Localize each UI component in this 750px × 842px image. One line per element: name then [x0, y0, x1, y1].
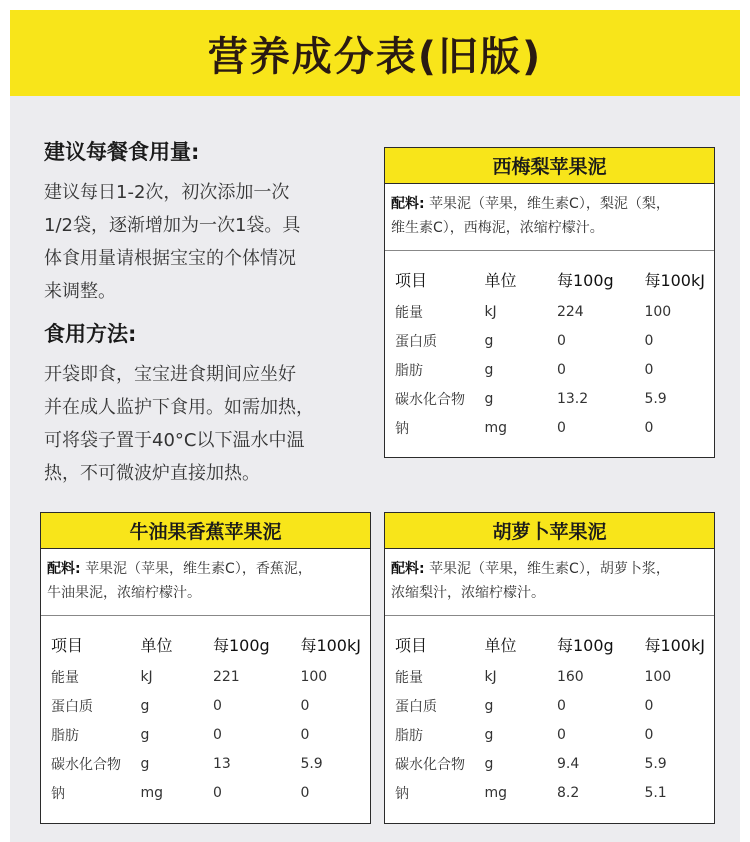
table-row	[395, 720, 714, 749]
nutrition-table	[385, 251, 714, 442]
ingredients-text: 牛油果泥，浓缩柠檬汁。	[47, 585, 201, 601]
header-cell: 单位	[140, 635, 173, 655]
cell: 蛋白质	[395, 333, 437, 350]
cell: mg	[484, 419, 507, 436]
table-row	[51, 662, 370, 691]
header-cell: 每100g	[556, 635, 614, 655]
usage-line: 体食用量请根据宝宝的个体情况	[44, 248, 296, 269]
ingredients	[385, 549, 714, 616]
cell: 碳水化合物	[395, 756, 465, 773]
nutrition-card	[384, 147, 715, 458]
nutrition-card	[40, 512, 371, 824]
table-row	[395, 355, 714, 384]
table-row	[395, 326, 714, 355]
cell: g	[484, 332, 494, 349]
method-heading: 食用方法:	[44, 322, 137, 346]
cell: 100	[644, 303, 672, 320]
cell: g	[484, 755, 494, 772]
usage-line: 建议每日1-2次，初次添加一次	[44, 182, 290, 203]
cell: 0	[556, 697, 566, 714]
cell: 能量	[51, 669, 79, 686]
cell: 224	[556, 303, 584, 320]
table-row	[51, 691, 370, 720]
cell: 160	[556, 668, 584, 685]
header-cell: 项目	[51, 635, 84, 655]
ingredients-text: 苹果泥（苹果，维生素C），香蕉泥，	[85, 561, 312, 577]
table-row	[51, 778, 370, 807]
table-row	[395, 662, 714, 691]
cell: g	[484, 697, 494, 714]
ingredients-text: 维生素C），西梅泥，浓缩柠檬汁。	[391, 220, 604, 236]
method-section	[44, 318, 364, 490]
cell: 钠	[395, 785, 409, 802]
cell: g	[140, 726, 150, 743]
table-row	[395, 691, 714, 720]
cell: mg	[484, 784, 507, 801]
cell: 能量	[395, 669, 423, 686]
cell: 0	[300, 784, 310, 801]
header-cell: 项目	[395, 635, 428, 655]
nutrition-card	[384, 512, 715, 824]
cell: 钠	[51, 785, 65, 802]
cell: 0	[556, 361, 566, 378]
cell: 脂肪	[51, 727, 79, 744]
cell: 脂肪	[395, 727, 423, 744]
ingredients-text: 浓缩梨汁，浓缩柠檬汁。	[391, 585, 545, 601]
method-line: 开袋即食，宝宝进食期间应坐好	[44, 364, 296, 385]
cell: 0	[644, 332, 654, 349]
card-title: 西梅梨苹果泥	[385, 148, 714, 184]
cell: kJ	[484, 668, 497, 685]
nutrition-table	[385, 616, 714, 807]
table-row	[51, 720, 370, 749]
cell: 碳水化合物	[395, 391, 465, 408]
cell: 0	[300, 697, 310, 714]
cell: 8.2	[556, 784, 580, 801]
cell: g	[484, 361, 494, 378]
cell: kJ	[140, 668, 153, 685]
cell: kJ	[484, 303, 497, 320]
header-cell: 每100g	[212, 635, 270, 655]
table-row	[395, 778, 714, 807]
cell: 蛋白质	[51, 698, 93, 715]
ingredients-label: 配料:	[47, 561, 81, 577]
cell: 0	[644, 419, 654, 436]
cell: 0	[644, 697, 654, 714]
cell: g	[484, 726, 494, 743]
cell: 0	[300, 726, 310, 743]
cell: 0	[644, 361, 654, 378]
cell: 碳水化合物	[51, 756, 121, 773]
cell: 5.9	[644, 755, 667, 772]
cell: 0	[556, 726, 566, 743]
table-row	[395, 297, 714, 326]
card-title: 牛油果香蕉苹果泥	[41, 513, 370, 549]
header-cell: 每100kJ	[300, 635, 361, 655]
cell: g	[140, 755, 150, 772]
cell: 13	[212, 755, 231, 772]
cell: 5.9	[300, 755, 323, 772]
cell: 221	[212, 668, 240, 685]
table-row	[51, 749, 370, 778]
usage-line: 来调整。	[44, 281, 116, 302]
cell: 5.1	[644, 784, 667, 801]
cell: 9.4	[556, 755, 580, 772]
page-title: 营养成分表(旧版)	[207, 33, 543, 80]
method-line: 可将袋子置于40°C以下温水中温	[44, 430, 305, 451]
nutrition-table	[41, 616, 370, 807]
cell: 100	[644, 668, 672, 685]
header-cell: 项目	[395, 270, 428, 290]
cell: 13.2	[556, 390, 589, 407]
cell: 100	[300, 668, 328, 685]
cell: 0	[644, 726, 654, 743]
ingredients-label: 配料:	[391, 561, 425, 577]
cell: mg	[140, 784, 163, 801]
cell: g	[484, 390, 494, 407]
table-row	[395, 749, 714, 778]
ingredients	[385, 184, 714, 251]
table-row	[395, 384, 714, 413]
method-line: 并在成人监护下食用。如需加热，	[44, 397, 314, 418]
header-banner	[10, 10, 740, 96]
cell: 能量	[395, 304, 423, 321]
table-row	[395, 413, 714, 442]
cell: 5.9	[644, 390, 667, 407]
method-line: 热，不可微波炉直接加热。	[44, 463, 260, 484]
table-header-row	[51, 626, 370, 662]
cell: 0	[212, 784, 222, 801]
usage-section	[44, 136, 364, 308]
cell: 0	[556, 419, 566, 436]
header-cell: 每100kJ	[644, 270, 705, 290]
table-header-row	[395, 261, 714, 297]
header-cell: 每100kJ	[644, 635, 705, 655]
usage-line: 1/2袋，逐渐增加为一次1袋。具	[44, 215, 301, 236]
header-cell: 单位	[484, 635, 517, 655]
table-header-row	[395, 626, 714, 662]
cell: 钠	[395, 420, 409, 437]
cell: 0	[556, 332, 566, 349]
usage-heading: 建议每餐食用量:	[44, 140, 200, 164]
cell: g	[140, 697, 150, 714]
cell: 脂肪	[395, 362, 423, 379]
ingredients	[41, 549, 370, 616]
header-cell: 单位	[484, 270, 517, 290]
card-title: 胡萝卜苹果泥	[385, 513, 714, 549]
ingredients-label: 配料:	[391, 196, 425, 212]
cell: 0	[212, 726, 222, 743]
ingredients-text: 苹果泥（苹果，维生素C），胡萝卜浆，	[429, 561, 670, 577]
header-cell: 每100g	[556, 270, 614, 290]
ingredients-text: 苹果泥（苹果，维生素C），梨泥（梨，	[429, 196, 670, 212]
cell: 蛋白质	[395, 698, 437, 715]
cell: 0	[212, 697, 222, 714]
